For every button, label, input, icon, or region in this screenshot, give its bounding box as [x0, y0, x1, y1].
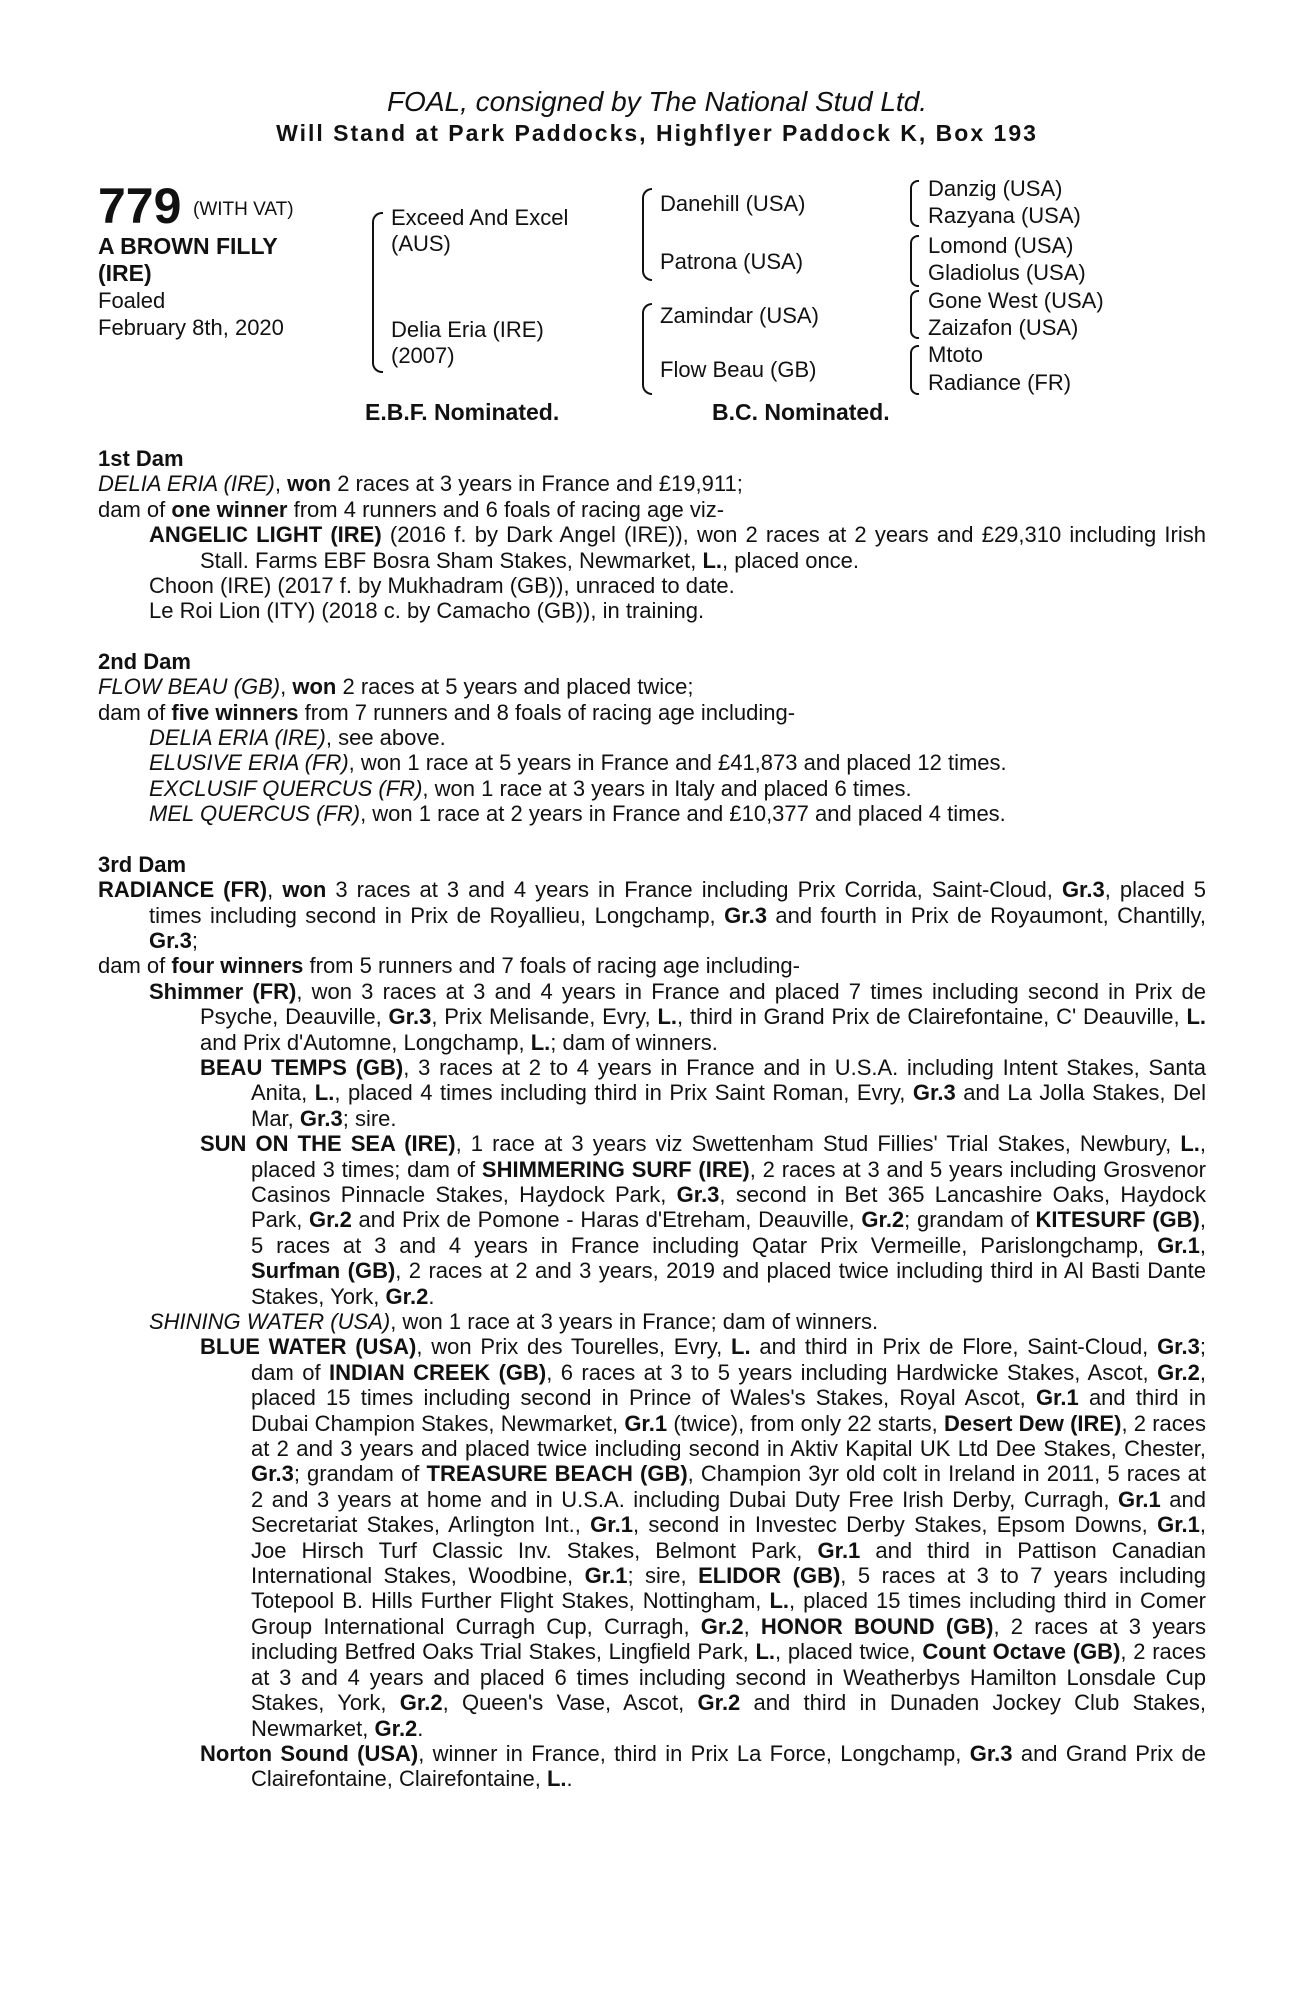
offspring-name: MEL QUERCUS (FR): [149, 801, 361, 827]
text: (2016 f. by Dark Angel (IRE)), won 2 races at 2 years and £29,310 including Irish Stall. Farms EBF Bosra Sham Stakes, Newmarket,: [200, 522, 1206, 573]
text: , won 3 races at 3 and 4 years in France and placed 7 times including second in Prix de Psyche, Deauville,: [200, 978, 1206, 1030]
text: , 3 races at 2 to 4 years in France and in U.S.A. including Intent Stakes, Santa Anita,: [251, 1054, 1206, 1106]
grade: Gr.1: [624, 1410, 668, 1436]
listed-mark: L.: [1186, 1004, 1206, 1030]
text: , 6 races at 3 to 5 years including Hardwicke Stakes, Ascot,: [546, 1359, 1158, 1385]
text: , won 1 race at 3 years in Italy and placed 6 times.: [422, 775, 912, 801]
grade: Gr.3: [724, 902, 767, 928]
dam-line-bracket: [642, 303, 652, 395]
sire-line-bracket: [642, 188, 652, 281]
text: , 2 races at 3 and 5 years including Grosvenor Casinos Pinnacle Stakes, Haydock Park,: [251, 1156, 1206, 1207]
g-bracket-4: [910, 345, 919, 395]
text: and Prix d'Automne, Longchamp,: [200, 1029, 531, 1055]
text: 2 races at 5 years and placed twice;: [336, 674, 694, 700]
grade: Gr.2: [697, 1690, 741, 1716]
text: .: [417, 1715, 424, 1741]
grade: Gr.3: [299, 1105, 343, 1131]
second-dam-name: FLOW BEAU (GB): [98, 674, 281, 700]
grade: Gr.3: [149, 927, 192, 953]
first-dam-name: DELIA ERIA (IRE): [98, 471, 275, 497]
offspring-entry: [149, 750, 1206, 775]
offspring-name: ELUSIVE ERIA (FR): [149, 750, 349, 776]
grade: Gr.1: [817, 1537, 861, 1563]
stabling-line: Will Stand at Park Paddocks, Highflyer Paddock K, Box 193: [276, 120, 1038, 146]
offspring-entry: [149, 522, 1206, 573]
offspring-name: SHINING WATER (USA): [149, 1309, 391, 1334]
grade: Gr.2: [374, 1715, 418, 1741]
grade: Gr.2: [309, 1207, 352, 1233]
vat-note: (WITH VAT): [193, 199, 294, 220]
text: , 2 races at 3 and 4 years and placed 6 times including second in Weatherbys Hamilton Lonsdale Cup Stakes, York,: [251, 1639, 1207, 1716]
text: , third in Grand Prix de Clairefontaine, C' Deauville,: [677, 1004, 1187, 1030]
text: and third in Pattison Canadian International Stakes, Woodbine,: [251, 1537, 1206, 1589]
offspring-name: INDIAN CREEK (GB): [328, 1359, 547, 1385]
won-label: won: [292, 674, 337, 700]
offspring-entry: [200, 1334, 1206, 1741]
third-dam-produce: [98, 953, 1206, 978]
grade: Gr.3: [1157, 1334, 1200, 1360]
lot-description: A BROWN FILLY: [98, 233, 278, 259]
offspring-name: BEAU TEMPS (GB): [200, 1054, 404, 1080]
sire-dam-bracket: [372, 212, 383, 373]
dam-dam: Flow Beau (GB): [660, 357, 817, 382]
bc-nominated: B.C. Nominated.: [712, 399, 890, 425]
won-label: won: [282, 877, 327, 903]
text: , placed once.: [722, 547, 860, 573]
offspring-entry: Le Roi Lion (ITY) (2018 c. by Camacho (GB)), in training.: [149, 598, 705, 624]
first-dam-summary: 2 races at 3 years in France and £19,911;: [331, 471, 743, 497]
offspring-name: Shimmer (FR): [149, 978, 297, 1004]
text: , placed 5 times including second in Prix de Royallieu, Longchamp,: [149, 877, 1207, 928]
third-dam-name: RADIANCE (FR): [98, 877, 268, 903]
second-dam-produce: [98, 700, 1206, 725]
text: from 4 runners and 6 foals of racing age viz-: [287, 496, 725, 522]
sire-name: Exceed And Excel: [391, 205, 569, 230]
sire-dam: Patrona (USA): [660, 249, 804, 274]
text: and third in Prix de Flore, Saint-Cloud,: [750, 1334, 1158, 1360]
consignor-line: FOAL, consigned by The National Stud Ltd.: [386, 86, 928, 117]
text: , Queen's Vase, Ascot,: [442, 1690, 698, 1716]
offspring-entry: [200, 1055, 1206, 1131]
lot-number: 779: [98, 178, 182, 234]
foaled-date: February 8th, 2020: [98, 315, 284, 340]
offspring-name: SHIMMERING SURF (IRE): [481, 1156, 750, 1182]
lot-description-country: (IRE): [98, 260, 152, 286]
text: , placed 15 times including second in Prince of Wales's Stakes, Royal Ascot,: [251, 1359, 1207, 1411]
offspring-name: KITESURF (GB): [1035, 1207, 1200, 1233]
listed-mark: L.: [731, 1334, 751, 1360]
text: dam of: [98, 699, 172, 725]
listed-mark: L.: [1180, 1131, 1200, 1157]
grade: Gr.2: [385, 1283, 429, 1309]
text: from 5 runners and 7 foals of racing age including-: [303, 953, 800, 979]
text: , placed 4 times including third in Prix Saint Roman, Evry,: [334, 1080, 913, 1106]
text: and Prix de Pomone - Haras d'Etreham, Deauville,: [351, 1207, 862, 1233]
second-dam-record: FLOW BEAU (GB), won 2 races at 5 years and placed twice;: [98, 674, 694, 700]
offspring-name: Norton Sound (USA): [200, 1740, 419, 1766]
grade: Gr.3: [676, 1181, 720, 1207]
text: and Grand Prix de Clairefontaine, Clairefontaine,: [251, 1740, 1206, 1792]
text: , won 1 race at 2 years in France and £10,377 and placed 4 times.: [360, 801, 1006, 827]
grade: Gr.3: [1061, 877, 1105, 903]
text: .: [428, 1283, 435, 1309]
text: ,: [743, 1613, 761, 1639]
second-dam-heading: 2nd Dam: [98, 648, 191, 674]
offspring-name: EXCLUSIF QUERCUS (FR): [149, 775, 423, 801]
text: , won 1 race at 5 years in France and £41,873 and placed 12 times.: [348, 750, 1007, 776]
text: ,: [1199, 1232, 1206, 1258]
text: .: [566, 1766, 573, 1792]
offspring-name: Surfman (GB): [251, 1258, 396, 1284]
offspring-name: HONOR BOUND (GB): [760, 1613, 994, 1639]
text: and third in Dunaden Jockey Club Stakes, Newmarket,: [251, 1690, 1206, 1741]
offspring-name: TREASURE BEACH (GB): [426, 1461, 688, 1487]
text: ; dam of: [251, 1334, 1206, 1385]
text: , 1 race at 3 years viz Swettenham Stud Fillies' Trial Stakes, Newbury,: [455, 1131, 1181, 1157]
listed-mark: L.: [314, 1080, 335, 1106]
grade: Gr.2: [399, 1690, 443, 1716]
winner-count: five winners: [171, 699, 299, 725]
text: , placed 3 times; dam of: [251, 1131, 1206, 1182]
listed-mark: L.: [657, 1004, 678, 1030]
first-dam-produce: [98, 497, 1206, 522]
text: , winner in France, third in Prix La Force, Longchamp,: [418, 1740, 970, 1766]
winner-count: four winners: [171, 953, 304, 979]
sire-country: (AUS): [391, 231, 451, 256]
grade: Gr.1: [584, 1563, 628, 1589]
listed-mark: L.: [546, 1766, 567, 1792]
ebf-nominated: E.B.F. Nominated.: [365, 399, 560, 425]
text: and third in Dubai Champion Stakes, Newmarket,: [251, 1385, 1206, 1436]
text: , Joe Hirsch Turf Classic Inv. Stakes, Belmont Park,: [251, 1512, 1207, 1563]
offspring-entry: [200, 1741, 1206, 1792]
grade: Gr.3: [388, 1004, 432, 1030]
offspring-name: BLUE WATER (USA): [200, 1334, 417, 1360]
offspring-entry: [149, 1309, 1206, 1334]
text: , 2 races at 3 years including Betfred Oaks Trial Stakes, Lingfield Park,: [251, 1613, 1206, 1665]
won-label: won: [287, 471, 332, 497]
text: ; dam of winners.: [550, 1029, 718, 1055]
text: and Secretariat Stakes, Arlington Int.,: [251, 1486, 1206, 1538]
text: ; grandam of: [293, 1461, 427, 1487]
text: , second in Bet 365 Lancashire Oaks, Haydock Park,: [251, 1181, 1206, 1233]
grade: Gr.1: [1157, 1512, 1200, 1538]
grade: Gr.3: [251, 1461, 294, 1487]
offspring-entry: [149, 979, 1206, 1055]
listed-mark: L.: [769, 1588, 790, 1614]
text: , placed 15 times including third in Comer Group International Curragh Cup, Curragh,: [251, 1588, 1206, 1639]
granddam-4: Radiance (FR): [928, 370, 1072, 395]
g-bracket-3: [910, 290, 919, 339]
first-dam-record: DELIA ERIA (IRE), won 2 races at 3 years in France and £19,911;: [98, 471, 743, 497]
text: , 2 races at 2 and 3 years, 2019 and placed twice including third in Al Basti Dante Stakes, York,: [251, 1258, 1207, 1309]
foaled-label: Foaled: [98, 288, 166, 313]
text: , 5 races at 3 and 4 years in France including Qatar Prix Vermeille, Parislongchamp,: [251, 1207, 1206, 1258]
listed-mark: L.: [702, 547, 723, 573]
offspring-entry: [149, 776, 1206, 801]
offspring-name: Count Octave (GB): [922, 1639, 1121, 1665]
granddam-1: Razyana (USA): [928, 203, 1081, 228]
text: , placed twice,: [775, 1639, 923, 1665]
grandsire-2: Lomond (USA): [928, 233, 1074, 258]
text: , 2 races at 2 and 3 years and placed twice including second in Aktiv Kapital UK Ltd Dee Stakes, Chester,: [251, 1410, 1206, 1462]
listed-mark: L.: [755, 1639, 776, 1665]
third-dam-heading: 3rd Dam: [98, 851, 187, 877]
text: from 7 runners and 8 foals of racing age including-: [298, 699, 796, 725]
grade: Gr.3: [969, 1740, 1013, 1766]
text: , second in Investec Derby Stakes, Epsom Downs,: [632, 1512, 1158, 1538]
text: 3 races at 3 and 4 years in France including Prix Corrida, Saint-Cloud,: [326, 877, 1062, 903]
text: ; grandam of: [904, 1207, 1036, 1233]
dam-sire: Zamindar (USA): [660, 303, 819, 328]
grade: Gr.1: [1117, 1486, 1161, 1512]
granddam-2: Gladiolus (USA): [928, 260, 1086, 285]
text: , won Prix des Tourelles, Evry,: [416, 1334, 732, 1360]
text: , 5 races at 3 to 7 years including Totepool B. Hills Further Flight Stakes, Nottingham,: [251, 1563, 1206, 1614]
text: ; sire.: [342, 1105, 397, 1131]
third-dam-record: RADIANCE (FR), won 3 races at 3 and 4 years in France including Prix Corrida, Saint-Cloud, Gr.3, placed 5 times including second in Prix de Royallieu, Longchamp, Gr.3 and fourth in Prix de Royaumont, Chantilly, Gr.3;: [98, 877, 1207, 953]
text: and La Jolla Stakes, Del Mar,: [251, 1080, 1206, 1131]
grandsire-1: Danzig (USA): [928, 176, 1063, 201]
granddam-3: Zaizafon (USA): [928, 315, 1079, 340]
grade: Gr.2: [700, 1613, 744, 1639]
text: ; sire,: [627, 1563, 699, 1589]
catalogue-text: [98, 446, 1206, 1792]
offspring-name: ELIDOR (GB): [698, 1563, 841, 1589]
dam-year: (2007): [391, 343, 455, 368]
offspring-name: ANGELIC LIGHT (IRE): [149, 522, 382, 548]
offspring-entry: Choon (IRE) (2017 f. by Mukhadram (GB)), unraced to date.: [149, 573, 735, 599]
text: , Champion 3yr old colt in Ireland in 2011, 5 races at 2 and 3 years at home and in U.S.A. including Dubai Duty Free Irish Derby, Curragh,: [251, 1461, 1206, 1512]
grade: Gr.1: [1157, 1232, 1200, 1258]
grandsire-4: Mtoto: [928, 342, 984, 367]
winner-count: one winner: [171, 496, 288, 522]
text: , Prix Melisande, Evry,: [431, 1004, 658, 1030]
grade: Gr.1: [590, 1512, 633, 1538]
offspring-name: DELIA ERIA (IRE): [149, 725, 326, 751]
grade: Gr.2: [861, 1207, 905, 1233]
grade: Gr.1: [1035, 1385, 1079, 1411]
grade: Gr.2: [1157, 1359, 1200, 1385]
offspring-name: Desert Dew (IRE): [943, 1410, 1122, 1436]
dam-name: Delia Eria (IRE): [391, 317, 544, 342]
first-dam-heading: 1st Dam: [98, 446, 184, 471]
grade: Gr.3: [912, 1080, 956, 1106]
g-bracket-1: [910, 180, 919, 227]
text: dam of: [98, 496, 172, 522]
text: (twice), from only 22 starts,: [667, 1410, 944, 1436]
offspring-name: SUN ON THE SEA (IRE): [200, 1131, 456, 1157]
text: dam of: [98, 953, 172, 979]
g-bracket-2: [910, 235, 919, 287]
offspring-entry: [200, 1131, 1206, 1309]
text: , see above.: [325, 725, 446, 751]
offspring-entry: [149, 801, 1206, 826]
text: , won 1 race at 3 years in France; dam of winners.: [390, 1309, 879, 1334]
listed-mark: L.: [530, 1029, 551, 1055]
text: and fourth in Prix de Royaumont, Chantilly,: [766, 902, 1206, 928]
offspring-entry: [149, 725, 1206, 750]
grandsire-3: Gone West (USA): [928, 288, 1104, 313]
text: ;: [191, 927, 198, 953]
sire-sire: Danehill (USA): [660, 191, 806, 216]
